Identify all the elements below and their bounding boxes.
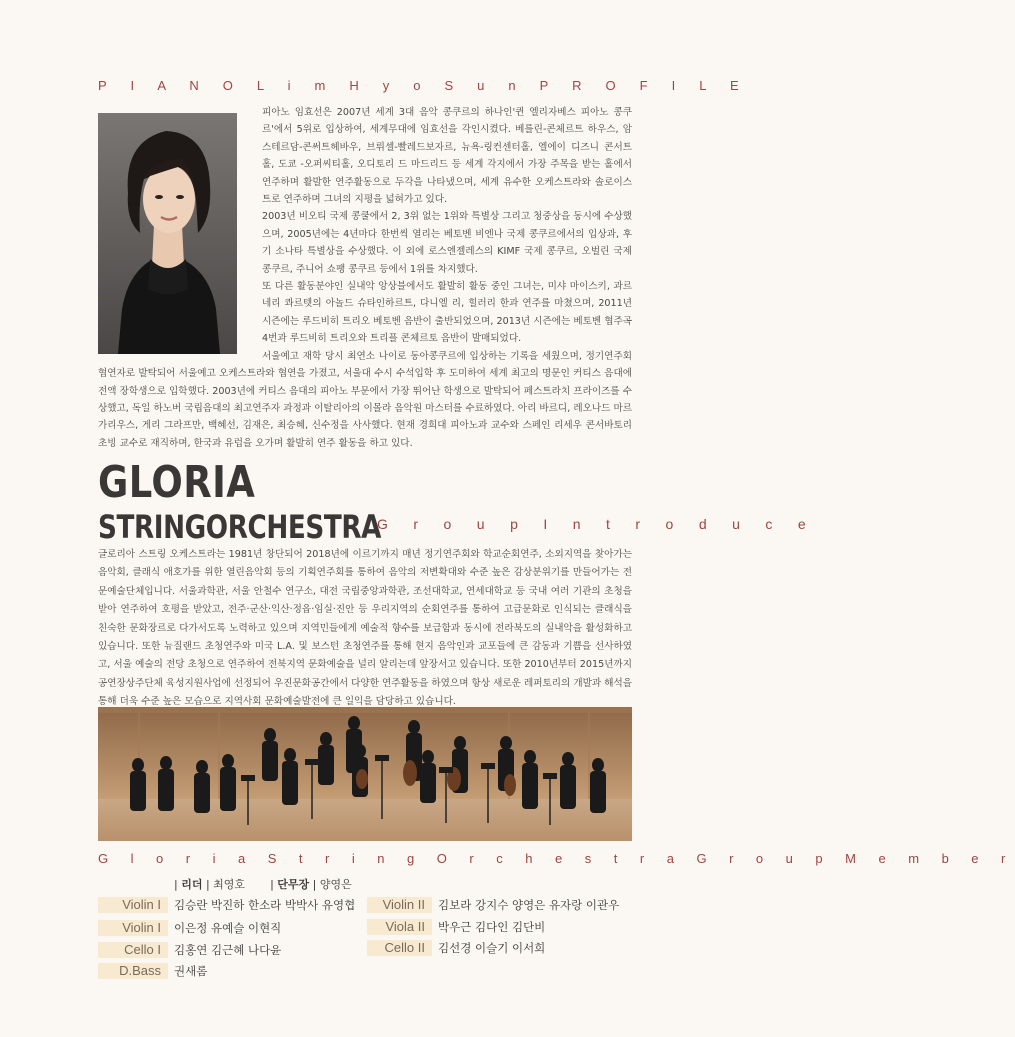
member-heading: G l o r i a S t r i n g O r c h e s t r a G r o u p M e m b e r xyxy=(98,851,1015,866)
section-label-cello2: Cello II xyxy=(367,940,432,956)
section-members-viola2: 박우근 김다인 김단비 xyxy=(438,920,546,934)
section-label-violin1b: Violin I xyxy=(98,920,168,936)
leader-name: 최영호 xyxy=(213,878,246,891)
section-members-cello1: 김홍연 김근혜 나다윤 xyxy=(174,943,282,957)
group-intro-heading: G r o u p I n t r o d u c e xyxy=(377,516,817,532)
orchestra-introduction: 글로리아 스트링 오케스트라는 1981년 창단되어 2018년에 이르기까지 매년 정기연주회와 학교순회연주, 소외지역을 찾아가는 음악회, 클래식 애호가를 위한 열린음악회 등의 기획연주회를 통하여 음악의 저변확대와 수준 높은 감상분위기를 만들어가는 전문예술단체입니다. 서울과학관, 서울 안철수 연구소, 대전 국립중앙과학관, 조선대학교, 연세대학교 등 국내 여러 기관의 초청을 받아 연주하여 호평을 받았고, 전주·군산·익산·정읍·임실·진안 등 우리지역의 순회연주를 통하여 고급문화로 인식되는 클래식을 친숙한 문화장르로 다가서도록 노력하고 있으며 지역민들에게 예술적 향수를 보급함과 동시에 전라북도의 실내악을 활성화하고 있습니다. 또한 뉴질랜드 초청연주와 미국 L.A. 및 보스턴 초청연주를 통해 현지 음악인과 교포들에 큰 감동과 기쁨을 선사하였고, 서울 예술의 전당 초청으로 연주하여 전북지역 문화예술을 널리 알리는데 앞장서고 있습니다. 또한 2010년부터 2015년까지 공연장상주단체 육성지원사업에 선정되어 우진문화공간에서 다양한 연주활동을 하였으며 항상 새로운 레퍼토리의 개발과 해석을 통해 더욱 수준 높은 모습으로 지역사회 문화예술발전에 큰 일익을 담당하고 있습니다. xyxy=(98,549,632,708)
bio-paragraph: 서울예고 재학 당시 최연소 나이로 동아콩쿠르에 입상하는 기록을 세웠으며, 정기연주회 협연자로 발탁되어 서울예고 오케스트라와 협연을 가졌고, 서울대 수시 수석입학 후 도미하여 세계 최고의 명문인 커티스 음대에 전액 장학생으로 입학했다. 2003년에 커티스 음대의 피아노 부문에서 가장 뛰어난 학생으로 발탁되어 페스트라치 프라이즈를 수상했고, 독일 하노버 국립음대의 최고연주자 과정과 이탈리아의 이몰라 음악원 마스터를 수료하였다. 아리 바르디, 레오나드 마르가리우스, 게리 그라프만, 백혜선, 김재은, 최승혜, 신수정을 사사했다. 현재 경희대 피아노과 교수와 스페인 리세우 콘서바토리 초빙 교수로 재직하며, 한국과 유럽을 오가며 활발히 연주 활동을 하고 있다. xyxy=(98,350,632,449)
section-label-viola2: Viola II xyxy=(367,919,432,935)
pianist-biography xyxy=(98,104,632,452)
bio-paragraph: 2003년 비오티 국제 콩쿨에서 2, 3위 없는 1위와 특별상 그리고 청중상을 동시에 수상했으며, 2005년에는 4년마다 한번씩 열리는 베토벤 비엔나 국제 콩쿠르에서의 입상과, 후기 소나타 특별상을 수상했다. 이 외에 로스엔젤레스의 KIMF 국제 콩쿠르, 오벌린 국제 콩쿠르, 주니어 쇼팽 콩쿠르 등에서 1위를 차지했다. xyxy=(262,211,632,275)
concertmaster-name: 양영은 xyxy=(319,878,352,891)
orchestra-illustration xyxy=(98,707,632,841)
leader-label-separator: | xyxy=(174,878,182,891)
concertmaster-separator: | xyxy=(312,878,320,891)
orchestra-photo xyxy=(98,707,632,841)
section-members-violin2: 김보라 강지수 양영은 유자랑 이관우 xyxy=(438,898,620,912)
leadership-line xyxy=(174,876,352,892)
section-members-cello2: 김선경 이슬기 이서희 xyxy=(438,941,546,955)
bio-paragraph: 또 다른 활동분야인 실내악 앙상블에서도 활발히 활동 중인 그녀는, 미샤 마이스키, 과르네리 콰르텟의 아놀드 슈타인하르트, 다니엘 리, 힐러리 한과 연주를 마쳤으며, 2011년 시즌에는 루드비히 트리오 베토벤 음반이 출반되었으며, 2013년 시즌에는 베토벤 협주곡 4번과 루드비히 트리오와 트리플 콘체르토 음반이 발매되었다. xyxy=(262,281,633,345)
concertmaster-label: 단무장 xyxy=(277,878,310,891)
leader-separator: | xyxy=(205,878,214,891)
section-members-violin1b: 이은정 유예슬 이현직 xyxy=(174,921,282,935)
bio-paragraph: 피아노 임효선은 2007년 세계 3대 음악 콩쿠르의 하나인'퀸 엘리자베스 피아노 콩쿠르'에서 5위로 입상하여, 세계무대에 임효선을 각인시켰다. 베를린-콘체르트 하우스, 암스테르담-콘써트헤바우, 브뤼셀-빨레드보자르, 뉴욕-링컨센터홀, 엘에이 디즈니 콘서트홀, 도쿄 -오퍼씨티홀, 오디토리 드 마드리드 등 세계 각지에서 가장 주목을 받는 홀에서 연주하며 활발한 연주활동으로 두각을 나타냈으며, 세계 유수한 오케스트라와 솔로이스트로 연주하며 그녀의 지평을 넓혀가고 있다. xyxy=(262,107,632,206)
section-label-violin1: Violin I xyxy=(98,897,168,913)
section-label-violin2: Violin II xyxy=(367,897,432,913)
orchestra-title-line2: STRINGORCHESTRA xyxy=(98,508,382,546)
section-label-doublebass: D.Bass xyxy=(98,963,168,979)
section-label-cello1: Cello I xyxy=(98,942,168,958)
orchestra-title-line1: GLORIA xyxy=(98,457,256,508)
leader-label: 리더 xyxy=(181,878,203,891)
concertmaster-label-separator: | xyxy=(270,878,278,891)
section-members-violin1: 김승란 박진하 한소라 박박사 유영협 xyxy=(174,898,356,912)
profile-heading: P I A N O L i m H y o S u n P R O F I L E xyxy=(98,78,749,93)
section-members-doublebass: 권새롬 xyxy=(174,964,208,978)
